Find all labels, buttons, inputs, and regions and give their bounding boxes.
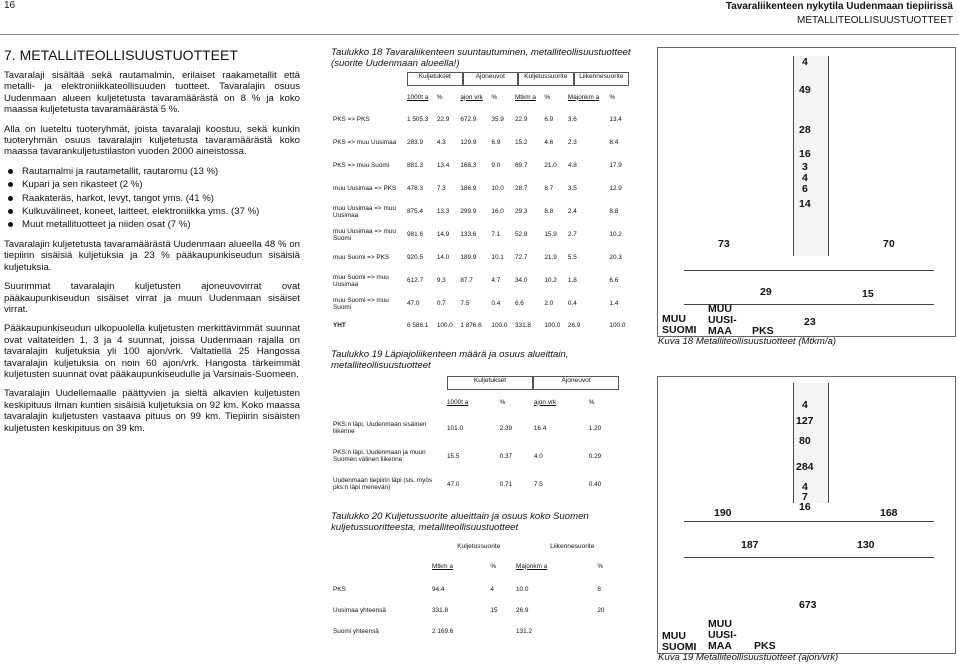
table-cell: 3.5 bbox=[567, 185, 577, 192]
column-header: Majonkm a bbox=[567, 93, 600, 101]
table-cell: 100.0 bbox=[609, 321, 626, 329]
flow-value: 4 bbox=[802, 481, 808, 493]
table-cell: 26.9 bbox=[516, 607, 529, 614]
table-cell: 20.3 bbox=[609, 254, 622, 261]
table-cell: 2.7 bbox=[567, 231, 577, 238]
table-cell: 0.7 bbox=[436, 300, 446, 307]
section-title: 7. METALLITEOLLISUUSTUOTTEET bbox=[4, 47, 238, 63]
figure18-flow-map bbox=[657, 47, 956, 337]
table-cell: 0.40 bbox=[588, 480, 602, 488]
row-label: YHT bbox=[333, 321, 346, 329]
table-cell: 612.7 bbox=[407, 277, 423, 284]
flow-value: 284 bbox=[796, 461, 814, 473]
table-cell: 22.9 bbox=[436, 116, 450, 123]
table-cell: 15.5 bbox=[447, 452, 460, 460]
table-cell: 20 bbox=[597, 607, 605, 614]
column-header: 1000t a bbox=[407, 93, 429, 101]
running-header bbox=[726, 0, 953, 28]
figure18-caption: Kuva 18 Metalliteollisuustuotteet (Mtkm/a) bbox=[658, 336, 837, 347]
table-cell: 186.9 bbox=[460, 185, 477, 192]
group-header: Liikennesuorite bbox=[574, 72, 630, 86]
table-cell: 478.3 bbox=[407, 185, 423, 192]
table-cell: 10.0 bbox=[491, 185, 504, 192]
flow-value: 4 bbox=[802, 56, 808, 68]
flow-value: 14 bbox=[799, 198, 811, 210]
table-cell: 7.1 bbox=[491, 231, 501, 238]
table-cell: 4.7 bbox=[491, 277, 501, 284]
row-label: muu Uusimaa => muu Suomi bbox=[333, 227, 396, 242]
table-cell: 10.2 bbox=[609, 231, 622, 238]
row-label: PKS => PKS bbox=[333, 116, 370, 123]
column-header: % bbox=[436, 93, 443, 101]
table-cell: 981.6 bbox=[407, 231, 423, 238]
flow-value: 3 bbox=[802, 161, 808, 173]
flow-value: 4 bbox=[802, 172, 808, 184]
flow-value: 6 bbox=[802, 183, 808, 195]
row-label: Suomi yhteensä bbox=[333, 628, 379, 635]
flow-value: 73 bbox=[718, 238, 730, 250]
table-cell: 21.0 bbox=[544, 162, 557, 169]
table-cell: 47.0 bbox=[447, 480, 460, 488]
table-cell: 672.9 bbox=[460, 116, 477, 123]
flow-value: 70 bbox=[883, 238, 895, 250]
flow-value: 673 bbox=[799, 599, 817, 611]
list-item: Rautamalmi ja rautametallit, rautaromu (13 %) bbox=[22, 166, 300, 177]
table-cell: 10.1 bbox=[491, 254, 504, 261]
table19 bbox=[331, 376, 621, 498]
paragraph: Pääkaupunkiseudun ulkopuolella kuljetusten merkittävimmät suunnat ovat valtateiden 1, 3 ja 4 suunnat, joissa Uudenmaan rajalla on tavaralajin kuljetuksia yli 100 ajon/vrk. Valtatiellä 25 Hangossa tavaralajin kuljetuksia on noin 60 ajon/vrk. Hangosta tärkeimmät kuljetusten suunnat ovat pääkaupunkiseudulle ja Varsinais-Suomeen. bbox=[4, 323, 300, 380]
table-cell: 881.3 bbox=[407, 162, 423, 169]
table-cell: 14.9 bbox=[436, 231, 450, 238]
row-label: Uudenmaan tiepiirin läpi (sis. myös pks:n läpi menevän) bbox=[333, 477, 433, 491]
table-cell: 14.0 bbox=[436, 254, 450, 261]
column-header: Mtkm a bbox=[514, 93, 536, 101]
table18-caption: Taulukko 18 Tavaraliikenteen suuntautuminen, metalliteollisuustuotteet (suorite Uudenmaan alueella!) bbox=[331, 47, 631, 69]
column-header: 1000t a bbox=[447, 398, 469, 406]
table-cell: 4.6 bbox=[544, 139, 554, 146]
paragraph: Suurimmat tavaralajin kuljetusten ajoneuvovirrat ovat pääkaupunkiseudun sisäiset virrat ja muun Uudenmaan sisäiset virrat. bbox=[4, 281, 300, 315]
table-cell: 2.0 bbox=[544, 300, 554, 307]
body-text bbox=[4, 70, 300, 442]
table-cell: 283.9 bbox=[407, 139, 423, 146]
table-cell: 8.8 bbox=[609, 208, 619, 215]
table-cell: 0.4 bbox=[491, 300, 501, 307]
flow-value: 28 bbox=[799, 124, 811, 136]
table-cell: 189.9 bbox=[460, 254, 477, 261]
table-cell: 331.8 bbox=[432, 607, 448, 614]
row-label: muu Suomi => muu Uusimaa bbox=[333, 273, 389, 288]
table-cell: 100.0 bbox=[544, 321, 561, 329]
column-header: Mtkm a bbox=[432, 562, 453, 570]
table-cell: 10.0 bbox=[516, 586, 529, 593]
flow-value: 16 bbox=[799, 148, 811, 160]
table-cell: 26.9 bbox=[567, 321, 581, 329]
table-cell: 13.4 bbox=[609, 116, 622, 123]
region-label: MUU SUOMI bbox=[662, 630, 697, 653]
figure19-flow-map bbox=[657, 376, 956, 654]
table-cell: 4 bbox=[490, 586, 494, 593]
flow-value: 190 bbox=[714, 507, 732, 519]
table-cell: 4.8 bbox=[567, 162, 577, 169]
table-cell: 34.0 bbox=[514, 277, 528, 284]
list-item: Raakateräs, harkot, levyt, tangot yms. (41 %) bbox=[22, 193, 300, 204]
row-label: PKS => muu Suomi bbox=[333, 162, 390, 169]
flow-value: 49 bbox=[799, 84, 811, 96]
table-cell: 131.2 bbox=[516, 628, 532, 635]
bullet-icon bbox=[8, 222, 13, 227]
table-cell: 331.8 bbox=[514, 321, 531, 329]
group-header: Kuljetukset bbox=[447, 376, 533, 390]
table-cell: 101.0 bbox=[447, 424, 463, 432]
table-cell: 9.0 bbox=[491, 162, 501, 169]
table-cell: 1 876.6 bbox=[460, 321, 482, 329]
table-cell: 0.71 bbox=[499, 480, 513, 488]
paragraph: Tavaralajin kuljetetusta tavaramäärästä Uudenmaan alueella 48 % on tiepiirin sisäisiä kuljetuksia ja 23 % pääkaupunkiseudun sisäisiä kuljetuksia. bbox=[4, 238, 300, 273]
table20 bbox=[331, 539, 621, 642]
list-item: Muut metallituotteet ja niiden osat (7 %) bbox=[22, 219, 300, 230]
row-label: muu Suomi => muu Suomi bbox=[333, 296, 389, 311]
table-cell: 13.3 bbox=[436, 208, 450, 215]
table-cell: 13.4 bbox=[436, 162, 450, 169]
table-cell: 8 bbox=[597, 586, 601, 593]
table-cell: 29.3 bbox=[514, 208, 528, 215]
table-cell: 28.7 bbox=[514, 185, 528, 192]
table-cell: 6.9 bbox=[544, 116, 554, 123]
flow-value: 7 bbox=[802, 491, 808, 503]
table-cell: 16.0 bbox=[491, 208, 504, 215]
table-cell: 3.6 bbox=[567, 116, 577, 123]
border-line bbox=[684, 557, 934, 558]
table-cell: 69.7 bbox=[514, 162, 528, 169]
table-cell: 2.3 bbox=[567, 139, 577, 146]
header-rule bbox=[0, 34, 959, 35]
bullet-icon bbox=[8, 209, 13, 214]
flow-value: 80 bbox=[799, 435, 811, 447]
page-number: 16 bbox=[4, 0, 16, 11]
list-item: Kupari ja sen rikasteet (2 %) bbox=[22, 179, 300, 190]
table-cell: 17.9 bbox=[609, 162, 622, 169]
bullet-icon bbox=[8, 169, 13, 174]
row-label: muu Suomi => PKS bbox=[333, 254, 390, 261]
running-section: METALLITEOLLISUUSTUOTTEET bbox=[797, 15, 953, 26]
table-cell: 129.9 bbox=[460, 139, 477, 146]
table-cell: 100.0 bbox=[491, 321, 508, 329]
table-cell: 2.4 bbox=[567, 208, 577, 215]
row-label: muu Uusimaa => muu Uusimaa bbox=[333, 204, 396, 219]
group-header: Ajoneuvot bbox=[463, 72, 519, 86]
table-cell: 22.9 bbox=[514, 116, 528, 123]
bullet-list bbox=[4, 166, 300, 231]
bullet-icon bbox=[8, 182, 13, 187]
border-line bbox=[684, 270, 934, 271]
column-header: ajon vrk bbox=[460, 93, 483, 101]
table-cell: 10.2 bbox=[544, 277, 557, 284]
table-cell: 1.8 bbox=[567, 277, 577, 284]
row-label: Uusimaa yhteensä bbox=[333, 607, 386, 614]
flow-value: 130 bbox=[857, 539, 875, 551]
table-cell: 5.5 bbox=[567, 254, 577, 261]
group-header: Kuljetussuorite bbox=[518, 72, 574, 86]
figure19-caption: Kuva 19 Metalliteollisuustuotteet (ajon/vrk) bbox=[658, 652, 839, 663]
table-cell: 52.8 bbox=[514, 231, 528, 238]
paragraph: Tavaralajin Uudellemaalle päättyvien ja sieltä alkavien kuljetusten keskipituus ilman kuntien sisäisiä kuljetuksia on 92 km. Koko maassa tavaralajin kuljetusten vastaava pituus on 99 km. Tiepiirin sisäisten kuljetusten keskipituus on 39 km. bbox=[4, 388, 300, 434]
table-cell: 168.3 bbox=[460, 162, 477, 169]
border-line bbox=[684, 521, 934, 522]
table-cell: 0.4 bbox=[567, 300, 577, 307]
table-cell bbox=[488, 621, 514, 642]
table-cell: 15 bbox=[490, 607, 498, 614]
flow-value: 16 bbox=[799, 501, 811, 513]
table18 bbox=[331, 72, 631, 335]
table-cell: 7.5 bbox=[460, 300, 470, 307]
column-header: % bbox=[499, 398, 506, 406]
table-cell: 9.3 bbox=[436, 277, 446, 284]
region-label: PKS bbox=[752, 325, 774, 337]
table-cell: 6 586.1 bbox=[407, 321, 429, 329]
table-cell: 299.9 bbox=[460, 208, 477, 215]
column-header: % bbox=[597, 562, 603, 570]
table-cell: 7.3 bbox=[436, 185, 446, 192]
region-label: MUU SUOMI bbox=[662, 313, 697, 336]
column-header: Majonkm a bbox=[516, 562, 548, 570]
flow-value: 127 bbox=[796, 415, 814, 427]
column-header: ajon vrk bbox=[533, 398, 557, 406]
table-cell: 7.5 bbox=[533, 480, 543, 488]
row-label: PKS:n läpi, Uudenmaan ja muun Suomen välinen liikenne bbox=[333, 449, 426, 463]
table19-caption: Taulukko 19 Läpiajoliikenteen määrä ja osuus alueittain, metalliteollisuustuotteet bbox=[331, 349, 569, 371]
table-cell: 4.0 bbox=[533, 452, 543, 460]
table-cell: 35.9 bbox=[491, 116, 504, 123]
table-cell: 0.37 bbox=[499, 452, 513, 460]
table20-grid bbox=[331, 539, 621, 642]
flow-value: 187 bbox=[741, 539, 759, 551]
table-cell: 16.4 bbox=[533, 424, 547, 432]
bullet-icon bbox=[8, 196, 13, 201]
table-cell: 94.4 bbox=[432, 586, 445, 593]
column-header: % bbox=[491, 93, 498, 101]
column-header: % bbox=[490, 562, 497, 570]
group-header: Ajoneuvot bbox=[533, 376, 619, 390]
table-cell bbox=[595, 621, 621, 642]
table-cell: 1.20 bbox=[588, 424, 602, 432]
flow-value: 168 bbox=[880, 507, 898, 519]
flow-value: 15 bbox=[862, 288, 874, 300]
paragraph: Tavaralaji sisältää sekä rautamalmin, erilaiset raakametallit että metalli- ja elektroniikkateollisuuden tuotteet. Tavaralajin osuus Uudenmaan alueen kuljetetusta tavaramäärästä on 8 % ja koko maassa kuljetetusta tavaramäärästä 5 %. bbox=[4, 70, 300, 116]
row-label: PKS bbox=[333, 586, 346, 593]
region-label: MUU UUSI- MAA bbox=[708, 618, 737, 652]
running-title: Tavaraliikenteen nykytila Uudenmaan tiepiirissä bbox=[725, 1, 953, 12]
table-cell: 100.0 bbox=[436, 321, 453, 329]
table-cell: 8.8 bbox=[544, 208, 554, 215]
table-cell: 72.7 bbox=[514, 254, 528, 261]
table-cell: 21.9 bbox=[544, 254, 557, 261]
table-cell: 2 169.6 bbox=[432, 628, 454, 635]
table-cell: 875.4 bbox=[407, 208, 423, 215]
table-cell: 6.6 bbox=[609, 277, 619, 284]
group-header: Kuljetussuorite bbox=[457, 542, 501, 550]
column-header: % bbox=[544, 93, 551, 101]
table-cell: 133.6 bbox=[460, 231, 477, 238]
table-cell: 8.7 bbox=[544, 185, 554, 192]
row-label: PKS => muu Uusimaa bbox=[333, 139, 397, 146]
column-header: % bbox=[609, 93, 616, 101]
table19-grid bbox=[331, 376, 621, 498]
table-cell: 15.9 bbox=[544, 231, 557, 238]
list-item: Kulkuvälineet, koneet, laitteet, elektroniikka yms. (37 %) bbox=[22, 206, 300, 217]
table-cell: 4.3 bbox=[436, 139, 446, 146]
flow-value: 29 bbox=[760, 286, 772, 298]
column-header: % bbox=[588, 398, 595, 406]
group-header: Kuljetukset bbox=[407, 72, 463, 86]
table-cell: 8.4 bbox=[609, 139, 619, 146]
table-cell: 6.6 bbox=[514, 300, 524, 307]
table-cell: 0.29 bbox=[588, 452, 602, 460]
row-label: muu Uusimaa => PKS bbox=[333, 185, 397, 192]
group-header: Liikennesuorite bbox=[550, 542, 595, 550]
table-cell: 12.9 bbox=[609, 185, 622, 192]
flow-value: 4 bbox=[802, 399, 808, 411]
table-cell: 2.39 bbox=[499, 424, 513, 432]
table18-grid bbox=[331, 72, 631, 335]
paragraph: Alla on lueteltu tuoteryhmät, joista tavaralaji koostuu, sekä kunkin tuoteryhmän osuus tavaralajin kuljetetusta tavaramäärästä koko maassa tavarankuljetustilaston vuoden 2000 aineistossa. bbox=[4, 123, 300, 158]
table20-caption: Taulukko 20 Kuljetussuorite alueittain ja osuus koko Suomen kuljetussuoritteesta, metalliteollisuustuotteet bbox=[331, 511, 589, 533]
table-cell: 6.9 bbox=[491, 139, 501, 146]
region-label: PKS bbox=[754, 640, 776, 652]
row-label: PKS:n läpi, Uudenmaan sisäinen liikenne bbox=[333, 421, 427, 435]
region-label: MUU UUSI- MAA bbox=[708, 303, 737, 337]
flow-value: 23 bbox=[804, 316, 816, 328]
table-cell: 920.5 bbox=[407, 254, 423, 261]
table-cell: 1.4 bbox=[609, 300, 619, 307]
table-cell: 15.2 bbox=[514, 139, 528, 146]
table-cell: 1 505.3 bbox=[407, 116, 429, 123]
table-cell: 87.7 bbox=[460, 277, 473, 284]
table-cell: 47.0 bbox=[407, 300, 420, 307]
